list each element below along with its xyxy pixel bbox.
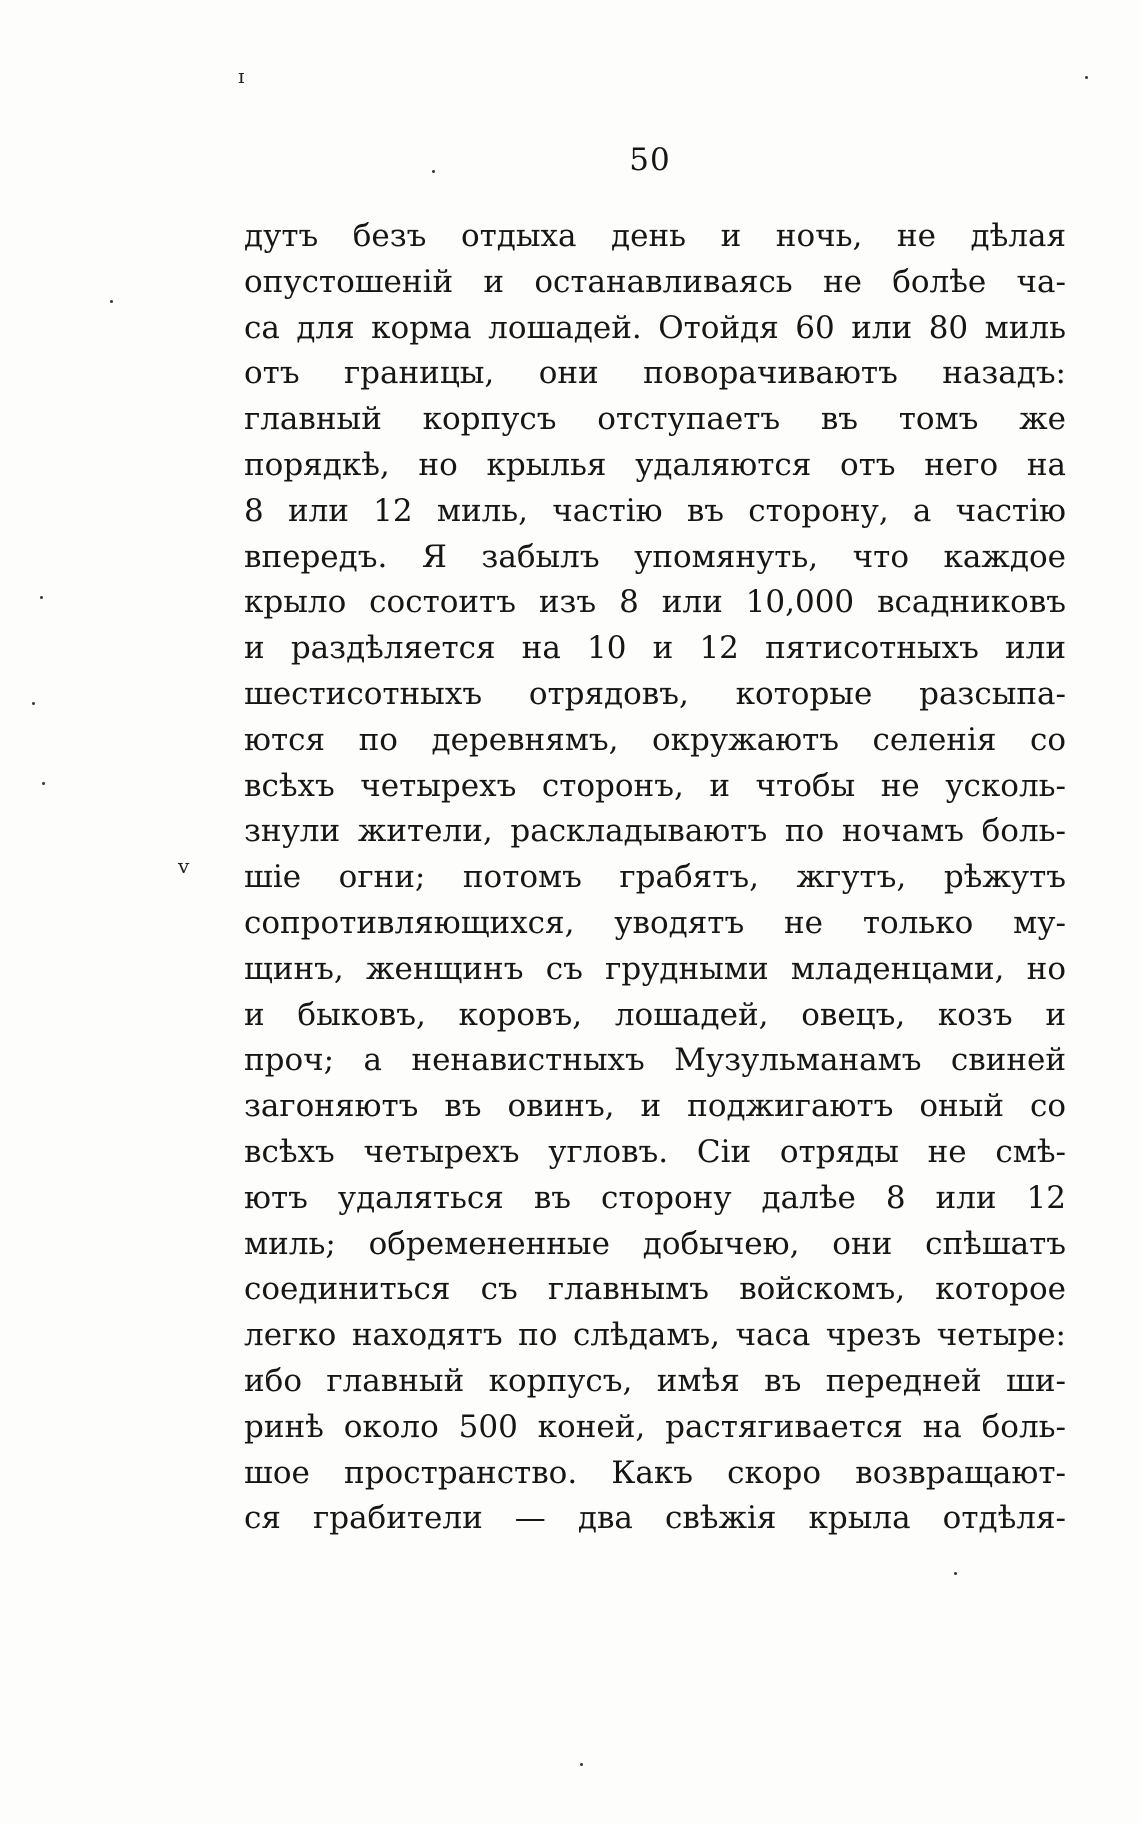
margin-mark: v [178,854,190,878]
text-line: отъ границы, они поворачиваютъ назадъ: [244,355,1066,392]
text-line: ибо главный корпусъ, имѣя въ передней ши- [244,1362,1066,1399]
text-line: легко находятъ по слѣдамъ, часа чрезъ четыре: [244,1317,1066,1354]
text-line: загоняютъ въ овинъ, и поджигаютъ оный со [244,1088,1066,1125]
text-line: 8 или 12 миль, частію въ сторону, а частію [244,492,1066,529]
text-line: и быковъ, коровъ, лошадей, овецъ, козъ и [244,996,1066,1033]
text-line: знули жители, раскладываютъ по ночамъ боль- [244,813,1066,850]
scan-speck [42,782,45,785]
text-line: проч; а ненавистныхъ Музульманамъ свиней [244,1042,1066,1079]
text-line: дутъ безъ отдыха день и ночь, не дѣлая [244,218,1066,254]
scan-speck [1085,76,1088,79]
scan-speck [110,300,113,303]
text-line: сопротивляющихся, уводятъ не только му- [244,904,1066,941]
text-line: са для корма лошадей. Отойдя 60 или 80 миль [244,309,1066,346]
text-line: ютъ удаляться въ сторону далѣе 8 или 12 [244,1179,1066,1216]
text-line: миль; обремененные добычею, они спѣшатъ [244,1225,1066,1262]
text-line: ются по деревнямъ, окружаютъ селенія со [244,721,1066,758]
text-line: впередъ. Я забылъ упомянуть, что каждое [244,538,1066,575]
text-line: опустошеній и останавливаясь не болѣе ча- [244,263,1066,300]
text-line: шіе огни; потомъ грабятъ, жгутъ, рѣжутъ [244,859,1066,896]
text-line: ринѣ около 500 коней, растягивается на боль- [244,1408,1066,1445]
text-line: шое пространство. Какъ скоро возвращают- [244,1454,1066,1491]
text-line: и раздѣляется на 10 и 12 пятисотныхъ или [244,630,1066,667]
text-line: порядкѣ, но крылья удаляются отъ него на [244,446,1066,483]
body-text [244,214,1066,1542]
text-line: всѣхъ четырехъ угловъ. Сіи отряды не смѣ- [244,1133,1066,1170]
margin-mark: ɪ [238,64,245,88]
scan-speck [32,702,35,705]
text-line: шестисотныхъ отрядовъ, которые разсыпа- [244,675,1066,712]
scan-speck [580,1763,583,1766]
text-line: всѣхъ четырехъ сторонъ, и чтобы не усколь- [244,767,1066,804]
scan-speck [40,596,43,599]
text-line: ся грабители — два свѣжія крыла отдѣля- [244,1500,1066,1537]
scan-speck [954,1572,957,1575]
text-line: главный корпусъ отступаетъ въ томъ же [244,401,1066,438]
text-line: крыло состоитъ изъ 8 или 10,000 всадниковъ [244,584,1066,621]
text-line: соединиться съ главнымъ войскомъ, которое [244,1271,1066,1308]
page-number: 50 [629,142,671,178]
text-line: щинъ, женщинъ съ грудными младенцами, но [244,950,1066,987]
